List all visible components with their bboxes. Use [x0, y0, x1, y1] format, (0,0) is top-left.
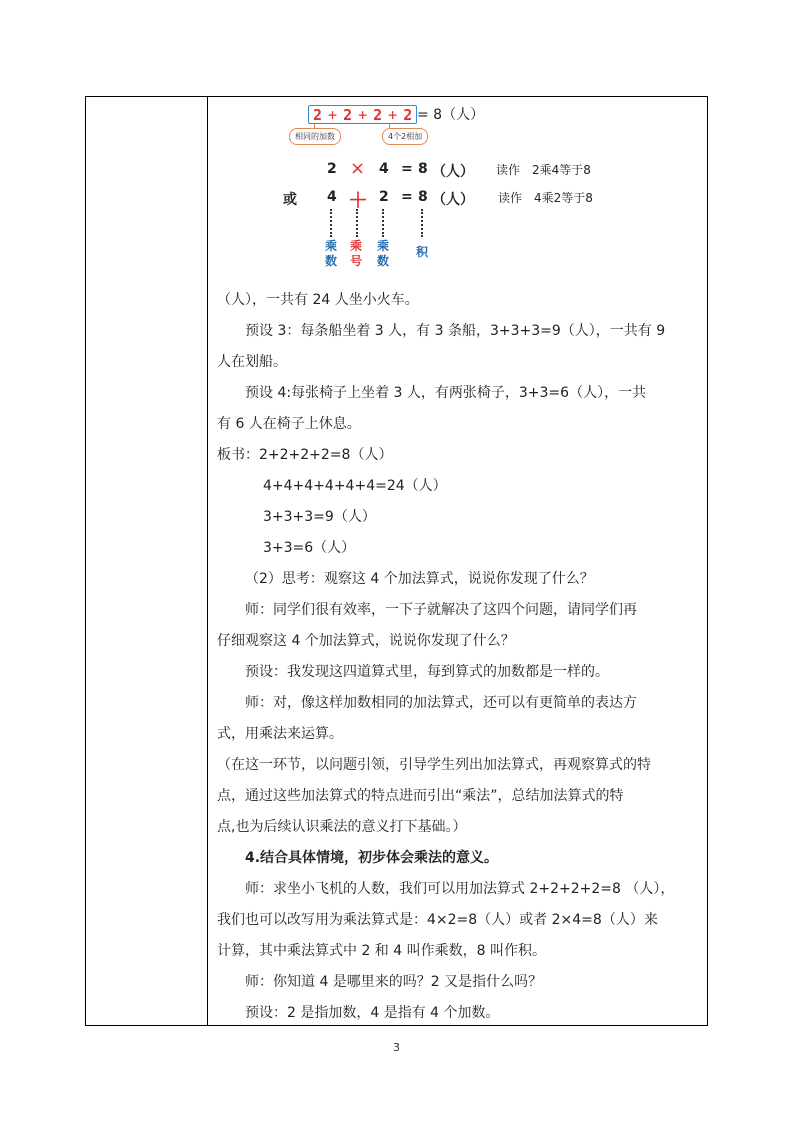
text-line: 预设 3：每条船坐着 3 人，有 3 条船，3+3+3=9（人），一共有 9 — [245, 323, 666, 339]
row2-result: 8 — [418, 189, 428, 205]
text-line: （2）思考：观察这 4 个加法算式，说说你发现了什么？ — [245, 571, 594, 587]
text-line: 师：求坐小飞机的人数，我们可以用加法算式 2+2+2+2=8 （人）， — [245, 881, 675, 897]
row2-unit: （人） — [432, 192, 474, 208]
plus-sign-large: ＋ — [348, 188, 368, 212]
four-twos-tag: 4个2相加 — [382, 128, 428, 145]
row2-reading: 读作 4乘2等于8 — [498, 191, 593, 205]
addition-result: = 8（人） — [417, 107, 485, 123]
product-label: 积 — [415, 245, 428, 259]
plus-sign: + — [358, 105, 368, 124]
page-number: 3 — [393, 1041, 400, 1054]
text-line: 计算，其中乘法算式中 2 和 4 叫作乘数，8 叫作积。 — [217, 943, 546, 959]
text-line: 师：你知道 4 是哪里来的吗？2 又是指什么吗？ — [245, 974, 543, 990]
text-line: 预设：我发现这四道算式里，每到算式的加数都是一样的。 — [245, 664, 609, 680]
multiply-sign-label: 乘号 — [349, 239, 362, 268]
content-cell — [86, 97, 707, 1025]
note-line: 点，通过这些加法算式的特点进而引出“乘法”，总结加法算式的特 — [217, 788, 624, 804]
row1-eq: = — [401, 161, 413, 177]
or-label: 或 — [283, 192, 297, 208]
section-heading: 4.结合具体情境，初步体会乘法的意义。 — [245, 850, 499, 866]
row2-b: 2 — [379, 189, 389, 205]
text-line: 我们也可以改写用为乘法算式是：4×2=8（人）或者 2×4=8（人）来 — [217, 912, 658, 928]
row1-result: 8 — [418, 161, 428, 177]
row2-eq: = — [401, 189, 413, 205]
plus-sign: + — [388, 105, 398, 124]
text-line: （人），一共有 24 人坐小火车。 — [217, 292, 419, 308]
blackboard-line: 3+3+3=9（人） — [263, 509, 376, 525]
text-line: 预设 4:每张椅子上坐着 3 人，有两张椅子，3+3=6（人），一共 — [245, 385, 647, 401]
addend: 2 — [373, 105, 383, 124]
dotted-leader — [382, 209, 386, 237]
multiply-sign: × — [350, 158, 366, 179]
multiplier-label: 乘数 — [376, 239, 389, 268]
row1-a: 2 — [327, 161, 337, 177]
blackboard-line: 4+4+4+4+4+4=24（人） — [263, 478, 447, 494]
plus-sign: + — [328, 105, 338, 124]
blackboard-line: 板书：2+2+2+2=8（人） — [217, 447, 393, 463]
same-addend-tag: 相同的加数 — [289, 128, 341, 145]
text-line: 式，用乘法来运算。 — [217, 726, 343, 742]
row1-unit: （人） — [432, 164, 474, 180]
dotted-leader — [356, 209, 360, 237]
text-line: 师：同学们很有效率，一下子就解决了这四个问题，请同学们再 — [245, 602, 637, 618]
row1-reading: 读作 2乘4等于8 — [496, 163, 591, 177]
dotted-leader — [330, 209, 334, 237]
text-line: 有 6 人在椅子上休息。 — [217, 416, 361, 432]
row1-b: 4 — [379, 161, 389, 177]
note-line: （在这一环节，以问题引领，引导学生列出加法算式，再观察算式的特 — [217, 757, 651, 773]
addend: 2 — [403, 105, 413, 124]
note-line: 点,也为后续认识乘法的意义打下基础。） — [217, 819, 467, 835]
text-line: 人在划船。 — [217, 354, 287, 370]
multiplier-label: 乘数 — [324, 239, 337, 268]
dotted-leader — [421, 209, 425, 237]
addend: 2 — [343, 105, 353, 124]
row2-a: 4 — [327, 189, 337, 205]
blackboard-line: 3+3=6（人） — [263, 540, 356, 556]
addend: 2 — [313, 105, 323, 124]
text-line: 预设：2 是指加数，4 是指有 4 个加数。 — [245, 1005, 500, 1021]
text-line: 仔细观察这 4 个加法算式，说说你发现了什么？ — [217, 633, 515, 649]
lesson-table — [85, 96, 708, 1026]
addition-expression-box — [308, 105, 417, 124]
text-line: 师：对，像这样加数相同的加法算式，还可以有更简单的表达方 — [245, 695, 637, 711]
